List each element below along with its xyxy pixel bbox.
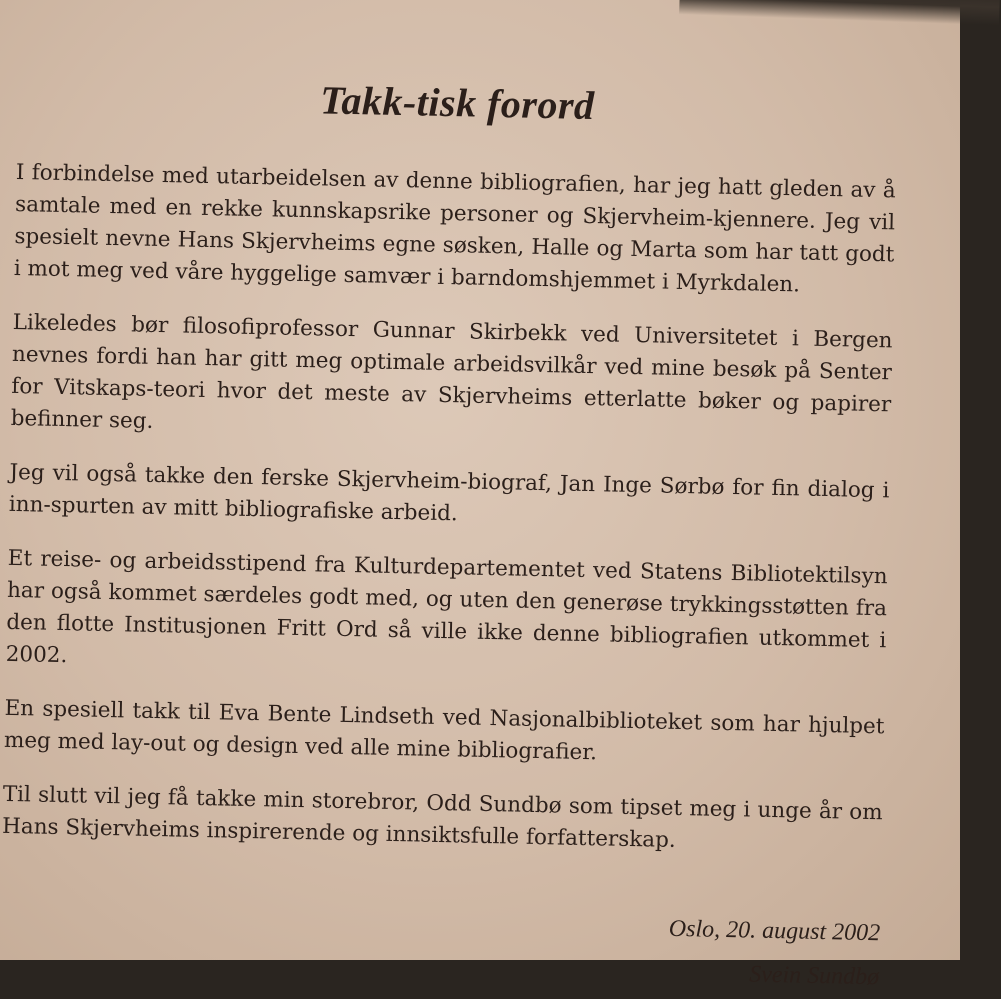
signature: Svein Sundbø xyxy=(748,961,880,991)
paragraph-6: Til slutt vil jeg få takke min storebror, Odd Sundbø som tipset meg i unge år om Hans Skjervheims inspirerende og innsiktsfulle forfatterskap. xyxy=(1,781,883,853)
paragraph-3: Jeg vil også takke den ferske Skjervheim-biograf, Jan Inge Sørbø for fin dialog i inn-spurten av mitt bibliografiske arbeid. xyxy=(8,459,890,527)
place-date: Oslo, 20. august 2002 xyxy=(668,915,881,947)
paragraph-4: Et reise- og arbeidsstipend fra Kulturdepartementet ved Statens Bibliotektilsyn har også kommet særdeles godt med, og uten den generøse trykkingsstøtten fra den flotte Institusjonen Fritt Ord så ville ikke denne bibliografien utkommet i 2002. xyxy=(5,545,888,669)
paragraph-1: I forbindelse med utarbeidelsen av denne bibliografien, har jeg hatt gleden av å samtale med en rekke kunnskapsrike personer og Skjervheim-kjennere. Jeg vil spesielt nevne Hans Skjervheims egne søsken, Halle og Marta som har tatt godt i mot meg ved våre hyggelige samvær i barndomshjemmet i Myrkdalen. xyxy=(13,159,896,298)
closing xyxy=(0,893,881,999)
paragraph-2: Likeledes bør filosofiprofessor Gunnar Skirbekk ved Universitetet i Bergen nevnes fordi han har gitt meg optimale arbeidsvilkår ved mine besøk på Senter for Vitskaps-teori hvor det meste av Skjervheims etterlatte bøker og papirer befinner seg. xyxy=(10,309,893,434)
paragraph-5: En spesiell takk til Eva Bente Lindseth ved Nasjonalbiblioteket som har hjulpet meg med lay-out og design ved alle mine bibliografier. xyxy=(3,695,885,766)
page-title: Takk-tisk forord xyxy=(319,77,596,129)
foreword-text xyxy=(0,70,898,999)
background-edge xyxy=(679,0,1001,26)
